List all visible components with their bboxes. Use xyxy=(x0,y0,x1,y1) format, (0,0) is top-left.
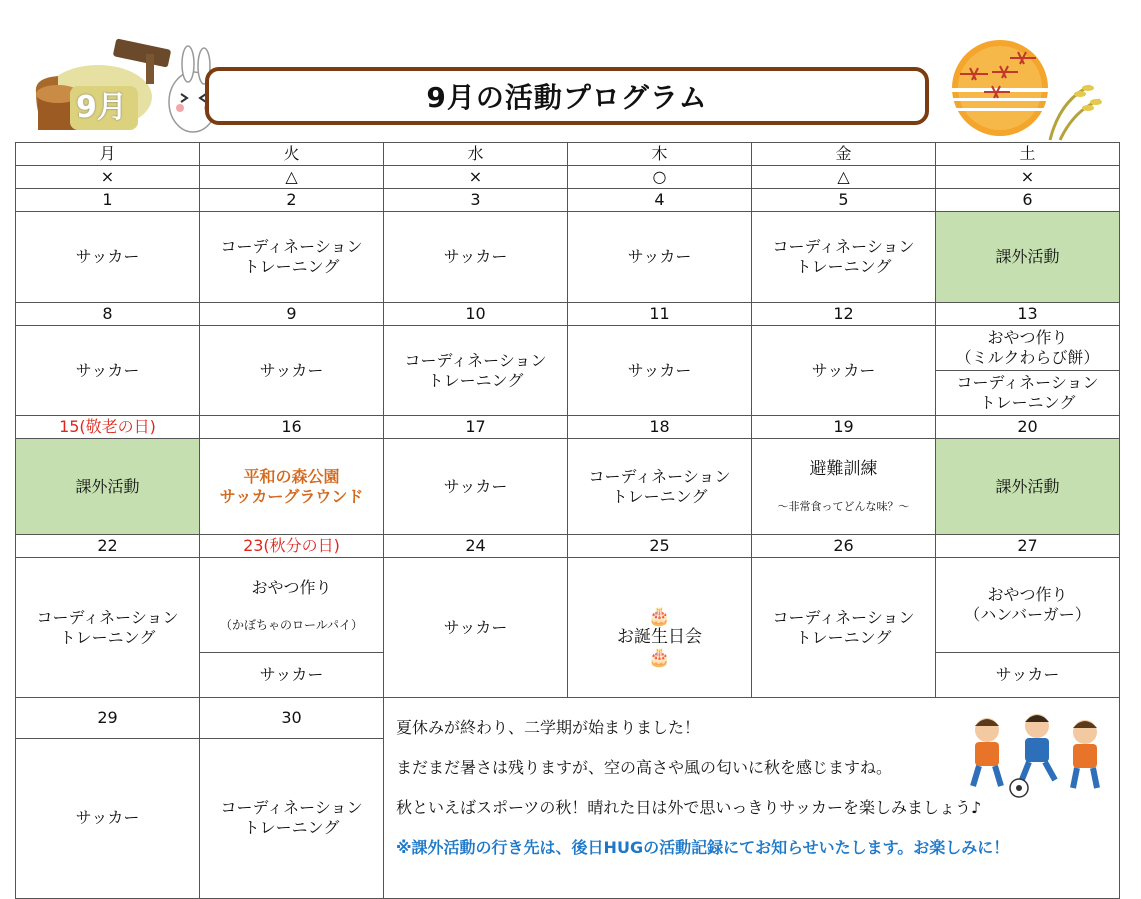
activity-cell: サッカー xyxy=(936,653,1120,698)
activity-cell-outing: 課外活動 xyxy=(936,439,1120,535)
calendar-table xyxy=(15,142,1120,899)
mark-wed: × xyxy=(384,166,568,189)
activity-cell-birthday xyxy=(568,558,752,698)
week2-activities-top xyxy=(16,326,1120,371)
date-cell: 2 xyxy=(200,189,384,212)
weekday-thu: 木 xyxy=(568,143,752,166)
week5-dates xyxy=(16,698,1120,739)
activity-cell: コーディネーション トレーニング xyxy=(752,558,936,698)
message-line: まだまだ暑さは残りますが、空の高さや風の匂いに秋を感じますね。 xyxy=(396,758,893,777)
autumn-sun-icon xyxy=(940,30,1110,142)
date-cell: 30 xyxy=(200,698,384,739)
activity-cell: サッカー xyxy=(16,738,200,898)
date-cell: 3 xyxy=(384,189,568,212)
activity-cell: サッカー xyxy=(752,326,936,416)
date-cell: 20 xyxy=(936,416,1120,439)
activity-cell: サッカー xyxy=(384,212,568,303)
header xyxy=(0,0,1141,142)
mark-row xyxy=(16,166,1120,189)
weekday-mon: 月 xyxy=(16,143,200,166)
date-cell: 17 xyxy=(384,416,568,439)
activity-cell-park: 平和の森公園 サッカーグラウンド xyxy=(200,439,384,535)
week1-dates xyxy=(16,189,1120,212)
activity-cell: コーディネーション トレーニング xyxy=(200,212,384,303)
week3-activities xyxy=(16,439,1120,535)
message-note: ※課外活動の行き先は、後日HUGの活動記録にてお知らせいたします。お楽しみに！ xyxy=(396,838,1010,857)
activity-cell: サッカー xyxy=(568,212,752,303)
weekday-row xyxy=(16,143,1120,166)
week4-activities-top xyxy=(16,558,1120,653)
drill-subtitle: ～非常食ってどんな味？～ xyxy=(777,500,910,513)
date-cell: 8 xyxy=(16,303,200,326)
message-line: 夏休みが終わり、二学期が始まりました！ xyxy=(396,718,701,737)
activity-cell: サッカー xyxy=(200,653,384,698)
cake-icon: 🎂 xyxy=(648,647,671,668)
page-title: 9月の活動プログラム xyxy=(426,81,708,114)
date-cell: 24 xyxy=(384,535,568,558)
drill-title: 避難訓練 xyxy=(809,459,878,479)
date-cell: 16 xyxy=(200,416,384,439)
activity-cell: コーディネーション トレーニング xyxy=(384,326,568,416)
activity-cell: コーディネーション トレーニング xyxy=(200,738,384,898)
weekday-fri: 金 xyxy=(752,143,936,166)
activity-cell-drill xyxy=(752,439,936,535)
mark-tue: △ xyxy=(200,166,384,189)
date-cell: 10 xyxy=(384,303,568,326)
kids-soccer-icon xyxy=(961,708,1111,800)
date-cell: 1 xyxy=(16,189,200,212)
date-cell: 5 xyxy=(752,189,936,212)
activity-cell: サッカー xyxy=(384,439,568,535)
snack-subtitle: （かぼちゃのロールパイ） xyxy=(220,618,363,632)
activity-cell: コーディネーション トレーニング xyxy=(936,371,1120,416)
activity-cell-snack: おやつ作り （ミルクわらび餅） xyxy=(936,326,1120,371)
date-cell: 25 xyxy=(568,535,752,558)
birthday-label: お誕生日会 xyxy=(617,627,702,647)
date-cell: 9 xyxy=(200,303,384,326)
date-cell: 19 xyxy=(752,416,936,439)
message-line: 秋といえばスポーツの秋！晴れた日は外で思いっきりサッカーを楽しみましょう♪ xyxy=(396,798,982,817)
snack-title: おやつ作り xyxy=(251,578,332,597)
title-box xyxy=(205,67,929,125)
activity-cell-snack xyxy=(200,558,384,653)
date-cell-holiday: 15(敬老の日) xyxy=(16,416,200,439)
activity-cell-outing: 課外活動 xyxy=(936,212,1120,303)
activity-cell: サッカー xyxy=(568,326,752,416)
date-cell: 4 xyxy=(568,189,752,212)
message-box xyxy=(384,698,1120,899)
date-cell: 29 xyxy=(16,698,200,739)
week3-dates xyxy=(16,416,1120,439)
date-cell: 26 xyxy=(752,535,936,558)
activity-cell-outing: 課外活動 xyxy=(16,439,200,535)
date-cell: 22 xyxy=(16,535,200,558)
date-cell: 18 xyxy=(568,416,752,439)
cake-icon: 🎂 xyxy=(648,606,671,627)
date-cell: 13 xyxy=(936,303,1120,326)
date-cell: 12 xyxy=(752,303,936,326)
activity-cell-snack: おやつ作り （ハンバーガー） xyxy=(936,558,1120,653)
mark-mon: × xyxy=(16,166,200,189)
activity-cell: サッカー xyxy=(16,326,200,416)
week4-dates xyxy=(16,535,1120,558)
month-badge: 9月 xyxy=(76,90,127,125)
week2-dates xyxy=(16,303,1120,326)
activity-cell: サッカー xyxy=(200,326,384,416)
week1-activities xyxy=(16,212,1120,303)
date-cell: 27 xyxy=(936,535,1120,558)
activity-cell: サッカー xyxy=(16,212,200,303)
mark-thu: ○ xyxy=(568,166,752,189)
weekday-tue: 火 xyxy=(200,143,384,166)
mark-sat: × xyxy=(936,166,1120,189)
mark-fri: △ xyxy=(752,166,936,189)
weekday-wed: 水 xyxy=(384,143,568,166)
activity-cell: コーディネーション トレーニング xyxy=(16,558,200,698)
activity-cell: コーディネーション トレーニング xyxy=(568,439,752,535)
weekday-sat: 土 xyxy=(936,143,1120,166)
date-cell: 11 xyxy=(568,303,752,326)
date-cell: 6 xyxy=(936,189,1120,212)
date-cell-holiday: 23(秋分の日) xyxy=(200,535,384,558)
activity-cell: コーディネーション トレーニング xyxy=(752,212,936,303)
activity-cell: サッカー xyxy=(384,558,568,698)
